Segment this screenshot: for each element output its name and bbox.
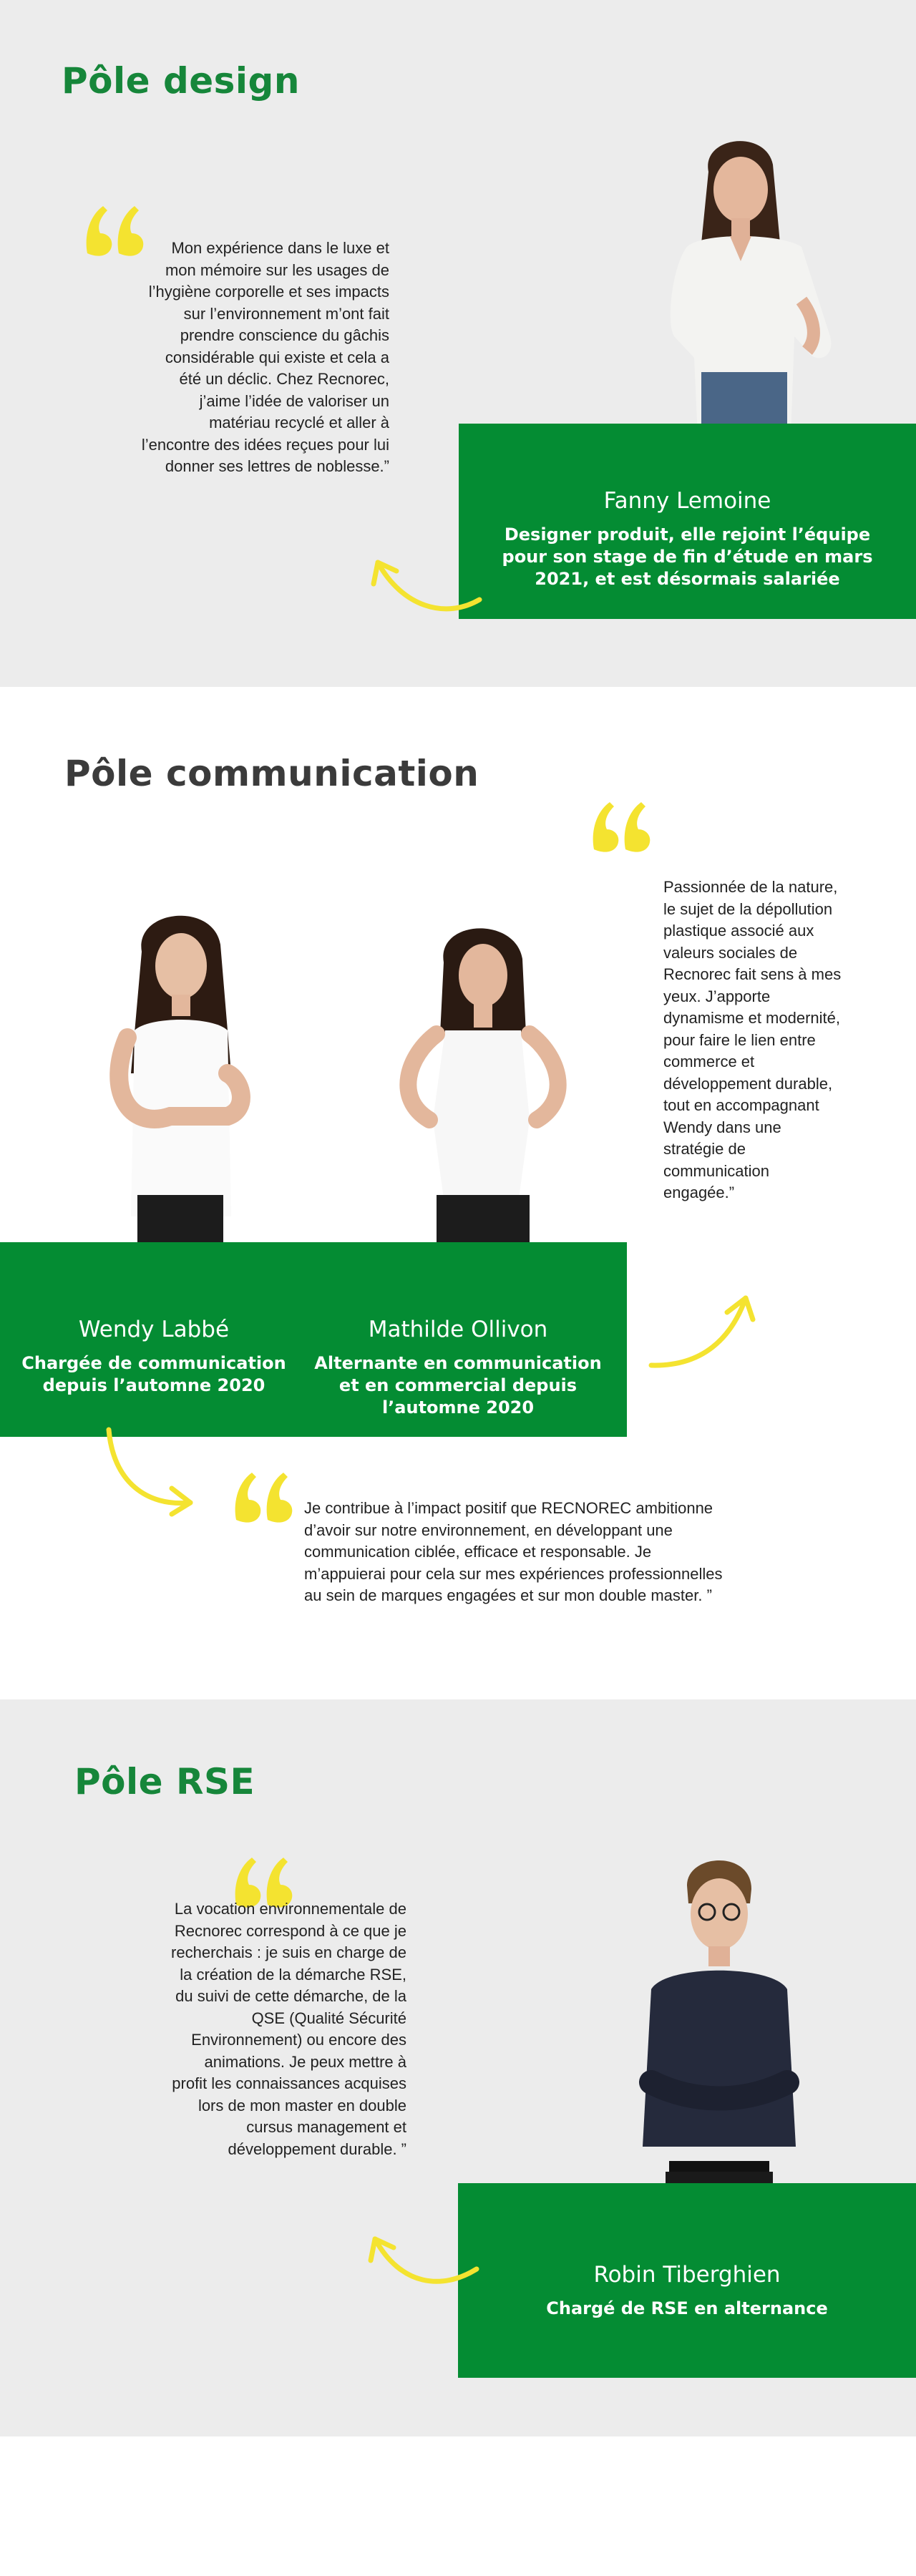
wendy-photo: [77, 902, 285, 1259]
fanny-name: Fanny Lemoine: [603, 488, 771, 514]
mathilde-role: Alternante en communication et en commercial depuis l’automne 2020: [314, 1353, 602, 1418]
quote-mark-icon: [230, 1468, 295, 1526]
design-quote: Mon expérience dans le luxe et mon mémoire sur les usages de l’hygiène corporelle et ses impacts sur l’environnement m’ont fait prendre conscience du gâchis considérable qui existe et cela a été un déclic. Chez Recnorec, j’aime l’idée de valoriser un matériau recyclé et aller à l’encontre des idées reçues pour lui donner ses lettres de noblesse.”: [141, 239, 389, 475]
design-title: Pôle design: [62, 60, 300, 102]
fanny-role: Designer produit, elle rejoint l’équipe pour son stage de fin d’étude en mars 2021, et est désormais salariée: [502, 525, 873, 589]
design-section: [0, 0, 916, 687]
mathilde-card: [304, 1317, 612, 1419]
quote-mark-icon: [82, 202, 146, 259]
mathilde-name: Mathilde Ollivon: [368, 1317, 548, 1342]
robin-role: Chargé de RSE en alternance: [546, 2298, 828, 2318]
quote-mark-icon: [588, 798, 653, 855]
wendy-quote: Je contribue à l’impact positif que RECNOREC ambitionne d’avoir sur notre environnement, en développant une communication ciblée, efficace et responsable. Je m’appuierai pour cela sur mes expériences professionnelles au sein de marques engagées et sur mon double master. ”: [304, 1499, 723, 1604]
mathilde-photo: [365, 912, 594, 1259]
curved-arrow-icon: [645, 1288, 760, 1374]
fanny-card: [459, 424, 916, 619]
communication-section: [0, 687, 916, 1699]
communication-card: [0, 1242, 627, 1437]
robin-card: [458, 2183, 916, 2378]
wendy-role: Chargée de communication depuis l’automne 2020: [21, 1353, 286, 1395]
wendy-name: Wendy Labbé: [78, 1317, 230, 1342]
robin-name: Robin Tiberghien: [593, 2262, 781, 2288]
curved-arrow-icon: [356, 2229, 485, 2293]
communication-title: Pôle communication: [64, 753, 479, 794]
rse-section: [0, 1699, 916, 2436]
curved-arrow-icon: [359, 550, 488, 614]
mathilde-quote: Passionnée de la nature, le sujet de la dépollution plastique associé aux valeurs sociales de Recnorec fait sens à mes yeux. J’apporte dynamisme et modernité, pour faire le lien entre commerce et développement durable, tout en accompagnant Wendy dans une stratégie de communication engagée.”: [663, 878, 842, 1201]
rse-title: Pôle RSE: [74, 1761, 255, 1802]
fanny-photo: [623, 122, 859, 436]
rse-quote: La vocation environnementale de Recnorec correspond à ce que je recherchais : je suis en charge de la création de la démarche RSE, du suivi de cette démarche, de la QSE (Qualité Sécurité Environnement) ou encore des animations. Je peux mettre à profit les connaissances acquises lors de mon master en double cursus management et développement durable. ”: [171, 1900, 406, 2158]
curved-arrow-icon: [96, 1424, 203, 1517]
wendy-card: [0, 1317, 308, 1397]
